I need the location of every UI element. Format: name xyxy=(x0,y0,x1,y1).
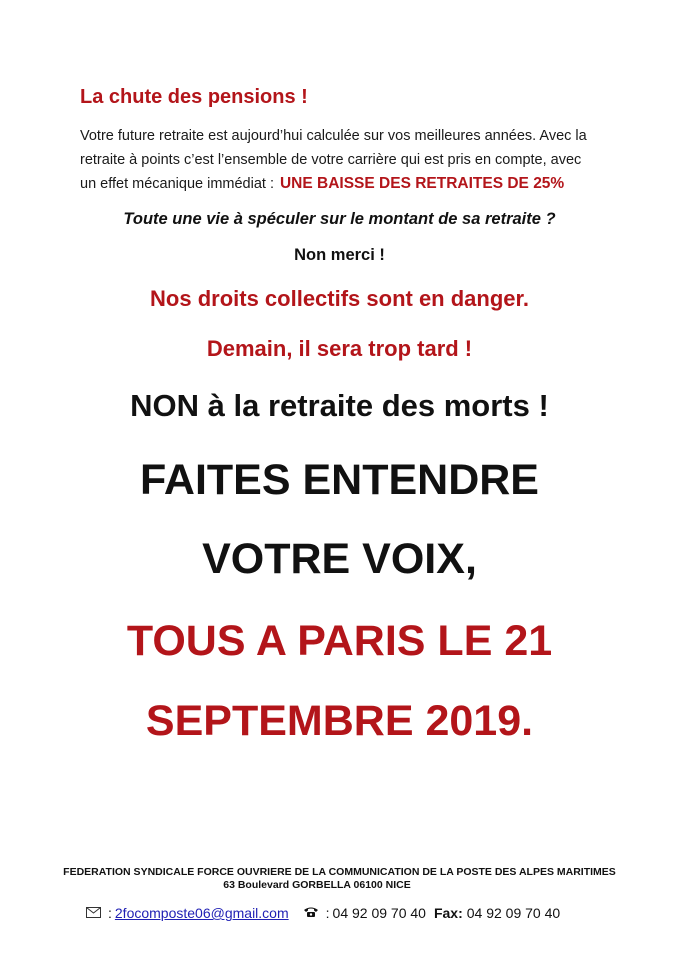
fax-label: Fax: xyxy=(433,905,463,921)
question-line: Toute une vie à spéculer sur le montant de sa retraite ? xyxy=(123,210,556,228)
contact-line xyxy=(86,905,560,921)
email-link[interactable]: 2focomposte06@gmail.com xyxy=(114,905,289,921)
call-line-3: TOUS A PARIS LE 21 xyxy=(126,617,553,665)
danger-line: Nos droits collectifs sont en danger. xyxy=(150,286,529,311)
footer-organization: FEDERATION SYNDICALE FORCE OUVRIERE DE LA COMMUNICATION DE LA POSTE DES ALPES MARITIMES xyxy=(63,866,616,878)
non-merci-line: Non merci ! xyxy=(294,246,385,264)
non-morts-headline: NON à la retraite des morts ! xyxy=(130,388,549,423)
fax-number: 04 92 09 70 40 xyxy=(466,905,561,921)
call-line-4: SEPTEMBRE 2019. xyxy=(145,697,534,745)
phone-block xyxy=(303,905,561,921)
envelope-icon xyxy=(86,905,101,921)
footer-address: 63 Boulevard GORBELLA 06100 NICE xyxy=(223,879,411,891)
intro-line-3: un effet mécanique immédiat : xyxy=(80,176,274,192)
call-line-1: FAITES ENTENDRE xyxy=(140,456,539,504)
demain-line: Demain, il sera trop tard ! xyxy=(206,336,473,361)
intro-line-2: retraite à points c’est l’ensemble de votre carrière qui est pris en compte, avec xyxy=(80,152,582,168)
pension-drop-highlight: UNE BAISSE DES RETRAITES DE 25% xyxy=(279,175,565,192)
phone-number: 04 92 09 70 40 xyxy=(332,905,426,921)
section-title: La chute des pensions ! xyxy=(80,86,308,108)
intro-paragraph xyxy=(80,124,610,196)
phone-separator: : xyxy=(325,905,330,921)
telephone-icon xyxy=(303,905,319,921)
call-line-2: VOTRE VOIX, xyxy=(202,535,477,583)
email-separator: : xyxy=(108,905,112,921)
intro-line-1: Votre future retraite est aujourd’hui calculée sur vos meilleures années. Avec la xyxy=(80,128,587,144)
